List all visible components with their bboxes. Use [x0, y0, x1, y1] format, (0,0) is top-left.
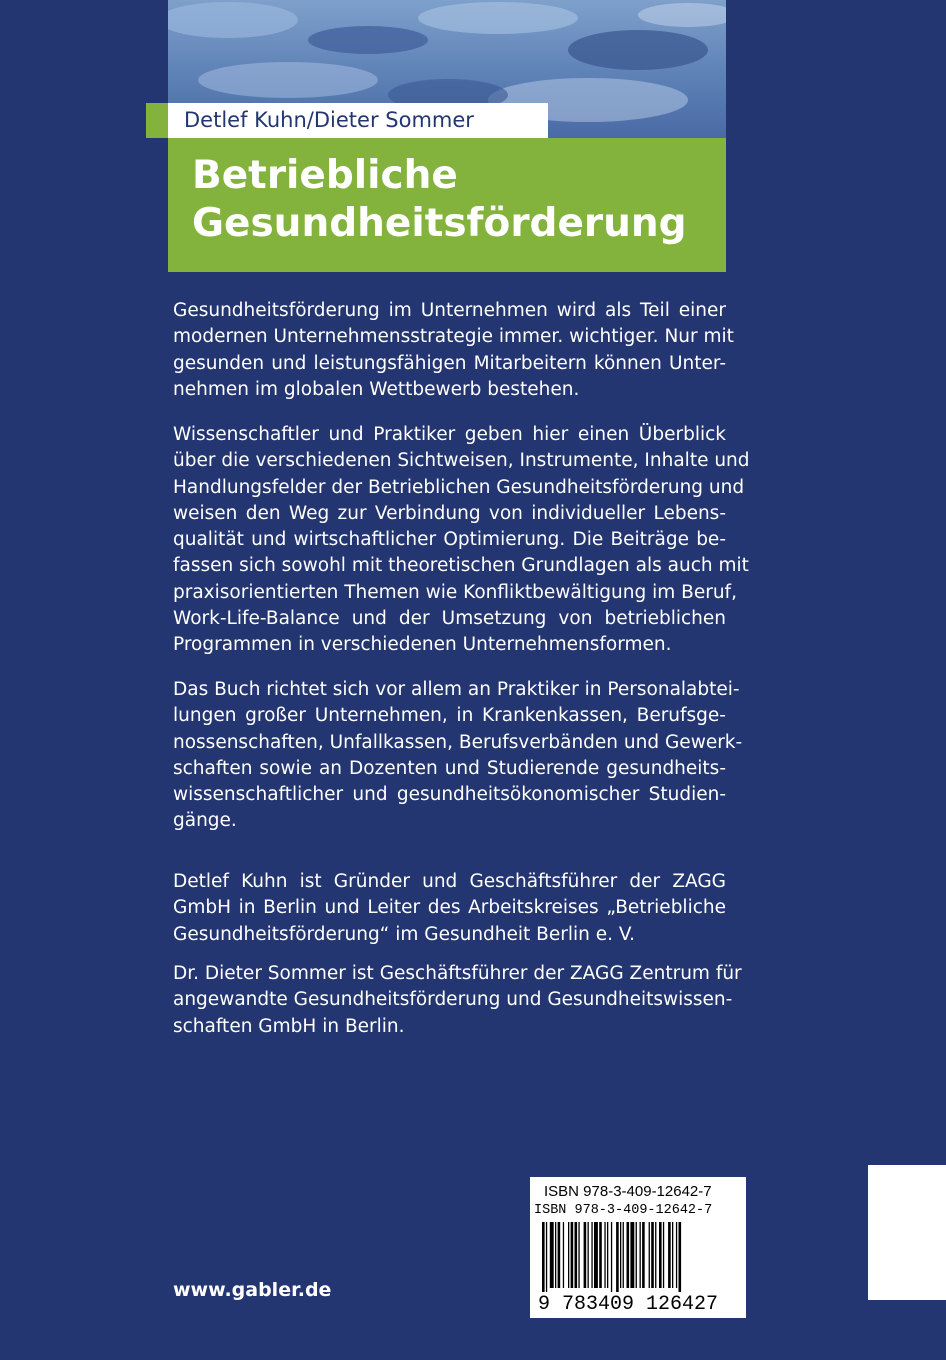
barcode-bar: [642, 1222, 645, 1288]
barcode-bar: [663, 1222, 664, 1288]
barcode-bar: [571, 1222, 574, 1288]
text-line: weisen den Weg zur Verbindung von individueller Lebens-: [173, 502, 726, 524]
text-line: fassen sich sowohl mit theoretischen Grundlagen als auch mit: [173, 555, 749, 577]
barcode-bar: [575, 1222, 578, 1288]
barcode-bar: [542, 1222, 545, 1292]
barcode-bar: [636, 1222, 637, 1288]
text-line: Work-Life-Balance und der Umsetzung von betrieblichen: [173, 608, 726, 630]
author-accent-strip: [146, 103, 168, 138]
blurb-paragraph-2: [173, 422, 750, 659]
barcode-bar: [649, 1222, 650, 1288]
barcode-bar: [640, 1222, 641, 1288]
barcode-bars: [538, 1222, 738, 1292]
text-line: Detlef Kuhn ist Gründer und Geschäftsführer der ZAGG: [173, 871, 726, 892]
barcode-digits: 9 783409 126427: [538, 1293, 719, 1316]
text-line: Handlungsfelder der Betrieblichen Gesundheitsförderung und: [173, 476, 745, 498]
isbn-barcode: [530, 1177, 746, 1318]
text-line: Gesundheitsförderung“ im Gesundheit Berlin e. V.: [173, 923, 636, 945]
barcode-bar: [584, 1222, 587, 1288]
barcode-bar: [620, 1222, 621, 1288]
isbn-mono-label: ISBN 978-3-409-12642-7: [534, 1203, 713, 1218]
barcode-bar: [611, 1222, 612, 1292]
barcode-bar: [672, 1222, 673, 1288]
barcode-bar: [555, 1222, 556, 1288]
text-line: gänge.: [173, 810, 237, 832]
barcode-bar: [599, 1222, 602, 1288]
title-line-2: Gesundheitsförderung: [192, 201, 687, 246]
text-line: praxisorientierten Themen wie Konfliktbewältigung im Beruf,: [173, 581, 737, 603]
text-line: Programmen in verschiedenen Unternehmensformen.: [173, 634, 672, 656]
barcode-bar: [668, 1222, 671, 1288]
text-line: schaften GmbH in Berlin.: [173, 1015, 405, 1037]
text-line: nehmen im globalen Wettbewerb bestehen.: [173, 378, 580, 400]
text-line: gesunden und leistungsfähigen Mitarbeitern können Unter-: [173, 352, 726, 374]
isbn-label: ISBN 978-3-409-12642-7: [544, 1183, 712, 1200]
text-line: qualität und wirtschaftlicher Optimierung. Die Beiträge be-: [173, 529, 726, 551]
author-bio-kuhn: [173, 869, 726, 948]
publisher-url[interactable]: www.gabler.de: [173, 1279, 332, 1301]
blurb-paragraph-1: [173, 298, 734, 403]
barcode-bar: [627, 1222, 630, 1288]
barcode-bar: [591, 1222, 592, 1288]
blurb-paragraph-3: [173, 677, 743, 835]
barcode-bar: [546, 1222, 547, 1292]
barcode-bar: [659, 1222, 662, 1288]
edge-tab: [868, 1165, 946, 1300]
barcode-bar: [679, 1222, 682, 1292]
text-line: modernen Unternehmensstrategie immer. wichtiger. Nur mit: [173, 326, 734, 348]
barcode-bar: [676, 1222, 677, 1288]
text-line: angewandte Gesundheitsförderung und Gesundheitswissen-: [173, 989, 733, 1011]
text-line: über die verschiedenen Sichtweisen, Instrumente, Inhalte und: [173, 450, 750, 472]
barcode-bar: [616, 1222, 619, 1292]
barcode-bar: [568, 1222, 569, 1288]
author-names: Detlef Kuhn/Dieter Sommer: [168, 103, 548, 138]
text-line: Dr. Dieter Sommer ist Geschäftsführer der ZAGG Zentrum für: [173, 963, 742, 984]
text-line: lungen großer Unternehmen, in Krankenkassen, Berufsge-: [173, 705, 726, 727]
text-line: Gesundheitsförderung im Unternehmen wird als Teil einer: [173, 300, 726, 321]
barcode-bar: [594, 1222, 598, 1288]
barcode-bar: [578, 1222, 579, 1288]
text-line: Das Buch richtet sich vor allem an Praktiker in Personalabtei-: [173, 679, 740, 700]
barcode-bar: [623, 1222, 624, 1288]
title-line-1: Betriebliche: [192, 153, 458, 198]
text-line: Wissenschaftler und Praktiker geben hier einen Überblick: [173, 424, 726, 445]
text-line: wissenschaftlicher und gesundheitsökonomischer Studien-: [173, 784, 726, 806]
author-bio-sommer: [173, 961, 742, 1040]
text-line: schaften sowie an Dozenten und Studierende gesundheits-: [173, 757, 726, 779]
barcode-bar: [604, 1222, 605, 1288]
barcode-bar: [607, 1222, 608, 1288]
barcode-bar: [651, 1222, 654, 1288]
barcode-bar: [630, 1222, 634, 1288]
barcode-bar: [558, 1222, 561, 1288]
book-title: [168, 138, 726, 272]
text-line: nossenschaften, Unfallkassen, Berufsverbänden und Gewerk-: [173, 731, 743, 753]
text-line: GmbH in Berlin und Leiter des Arbeitskreises „Betriebliche: [173, 897, 726, 919]
barcode-bar: [588, 1222, 589, 1288]
barcode-bar: [655, 1222, 656, 1288]
barcode-bar: [563, 1222, 564, 1288]
barcode-bar: [550, 1222, 554, 1288]
